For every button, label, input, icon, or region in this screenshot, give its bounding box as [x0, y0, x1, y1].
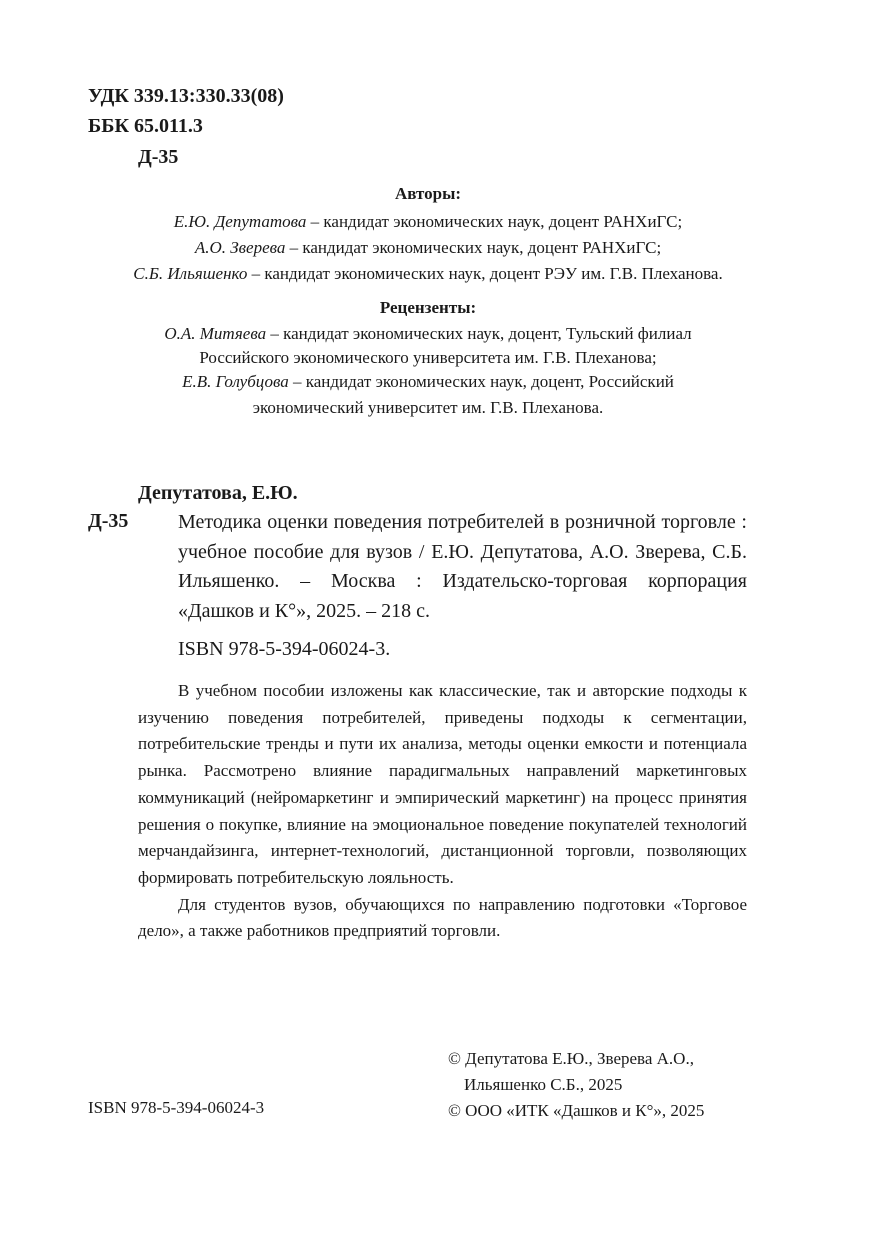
reviewer-name: Е.В. Голубцова	[182, 372, 289, 391]
author-line	[0, 210, 856, 234]
author-info: – кандидат экономических наук, доцент РАНХиГС;	[306, 212, 683, 231]
author-name: Е.Ю. Депутатова	[173, 212, 307, 231]
udk-code: УДК 339.13:330.33(08)	[88, 85, 284, 107]
entry-description	[178, 508, 747, 626]
copyright-authors-cont: Ильяшенко С.Б., 2025	[464, 1075, 623, 1094]
reviewer-info: – кандидат экономических наук, доцент, Тульский филиал	[266, 324, 692, 343]
authors-heading: Авторы:	[394, 184, 462, 203]
footer-isbn: ISBN 978-5-394-06024-3	[88, 1098, 265, 1117]
reviewer-name: О.А. Митяева	[164, 324, 267, 343]
entry-author: Депутатова, Е.Ю.	[138, 482, 298, 504]
author-mark: Д-35	[138, 146, 179, 168]
entry-description-text: Методика оценки поведения потребителей в розничной торговле : учебное пособие для вузов / Е.Ю. Депутатова, А.О. Зверева, С.Б. Ильяшенко. – Москва : Издательско-торговая корпорация «Дашков и К°», 2025. – 218 с.	[178, 511, 747, 622]
reviewer-line	[0, 370, 856, 394]
reviewer-info: – кандидат экономических наук, доцент, Российский	[288, 372, 674, 391]
entry-code: Д-35	[88, 510, 129, 532]
entry-isbn: ISBN 978-5-394-06024-3.	[178, 638, 391, 660]
author-name: А.О. Зверева	[194, 238, 286, 257]
reviewer-line	[0, 322, 856, 346]
copyright-authors: © Депутатова Е.Ю., Зверева А.О.,	[448, 1049, 694, 1068]
bbk-code: ББК 65.011.3	[88, 115, 203, 137]
annotation-paragraph: В учебном пособии изложены как классические, так и авторские подходы к изучению поведения потребителей, приведены подходы к сегментации, потребительские тренды и пути их анализа, методы оценки емкости и потенциала рынка. Рассмотрено влияние парадигмальных направлений маркетинговых коммуникаций (нейромаркетинг и эмпирический маркетинг) на процесс принятия решения о покупке, влияние на эмоциональное поведение покупателей технологий мерчандайзинга, интернет-технологий, дистанционной торговли, позволяющих формировать потребительскую лояльность.	[138, 681, 747, 887]
annotation	[138, 678, 747, 945]
reviewer-line-cont: Российского экономического университета им. Г.В. Плеханова;	[199, 348, 657, 367]
annotation-paragraph: Для студентов вузов, обучающихся по направлению подготовки «Торговое дело», а также работников предприятий торговли.	[138, 894, 747, 941]
author-info: – кандидат экономических наук, доцент РЭУ им. Г.В. Плеханова.	[247, 264, 723, 283]
reviewer-line-cont: экономический университет им. Г.В. Плеханова.	[252, 398, 604, 417]
author-name: С.Б. Ильяшенко	[133, 264, 248, 283]
author-info: – кандидат экономических наук, доцент РАНХиГС;	[285, 238, 662, 257]
reviewers-heading: Рецензенты:	[379, 298, 477, 317]
copyright-publisher: © ООО «ИТК «Дашков и К°», 2025	[448, 1101, 705, 1120]
author-line	[0, 262, 856, 286]
author-line	[0, 236, 856, 260]
